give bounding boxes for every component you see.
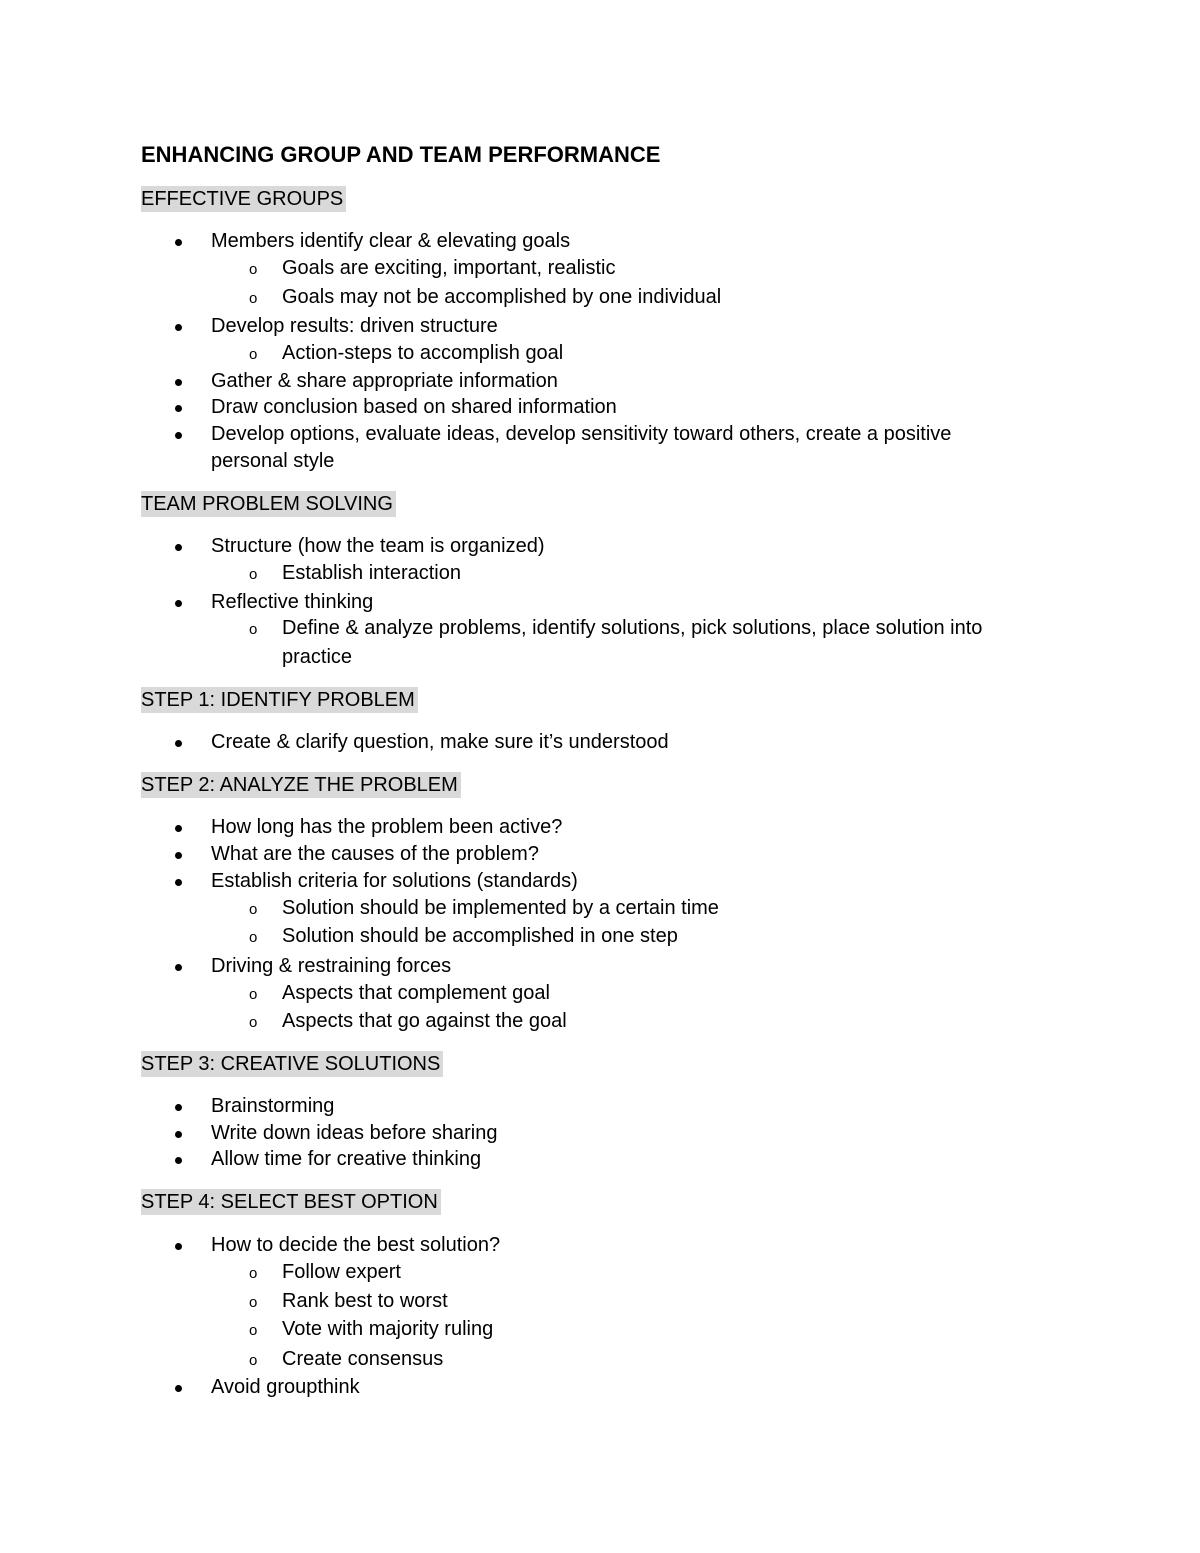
- sub-list-item: Define & analyze problems, identify solutions, pick solutions, place solution into: [282, 617, 983, 639]
- list-item: Brainstorming: [211, 1095, 335, 1117]
- bullet-icon: [175, 740, 182, 747]
- list-item: Draw conclusion based on shared information: [211, 396, 617, 418]
- sub-bullet-icon: o: [249, 901, 258, 918]
- bullet-icon: [175, 852, 182, 859]
- list-item: Write down ideas before sharing: [211, 1122, 498, 1144]
- list-item: How long has the problem been active?: [211, 816, 563, 838]
- sub-list-item: Solution should be implemented by a certain time: [282, 897, 719, 919]
- list-item: Driving & restraining forces: [211, 955, 452, 977]
- sub-bullet-icon: o: [249, 1322, 258, 1339]
- list-item: How to decide the best solution?: [211, 1234, 501, 1256]
- list-item: Structure (how the team is organized): [211, 535, 545, 557]
- sub-list-item: Rank best to worst: [282, 1290, 448, 1312]
- list-item: What are the causes of the problem?: [211, 843, 539, 865]
- sub-bullet-icon: o: [249, 1352, 258, 1369]
- bullet-icon: [175, 544, 182, 551]
- bullet-icon: [175, 405, 182, 412]
- list-item: Allow time for creative thinking: [211, 1148, 482, 1170]
- section-heading: STEP 2: ANALYZE THE PROBLEM: [141, 772, 461, 798]
- sub-list-item: Solution should be accomplished in one step: [282, 925, 678, 947]
- section-heading: STEP 1: IDENTIFY PROBLEM: [141, 687, 418, 713]
- page-title: ENHANCING GROUP AND TEAM PERFORMANCE: [141, 142, 661, 167]
- sub-bullet-icon: o: [249, 346, 258, 363]
- sub-list-item: Aspects that complement goal: [282, 982, 550, 1004]
- sub-bullet-icon: o: [249, 621, 258, 638]
- list-item: Gather & share appropriate information: [211, 370, 558, 392]
- sub-bullet-icon: o: [249, 1294, 258, 1311]
- bullet-icon: [175, 1385, 182, 1392]
- sub-list-item: Follow expert: [282, 1261, 401, 1283]
- section-heading: STEP 3: CREATIVE SOLUTIONS: [141, 1051, 443, 1077]
- sub-bullet-icon: o: [249, 1265, 258, 1282]
- list-item: Create & clarify question, make sure it’s understood: [211, 731, 669, 753]
- sub-list-item: Goals may not be accomplished by one individual: [282, 286, 722, 308]
- list-item: Develop options, evaluate ideas, develop sensitivity toward others, create a positive: [211, 423, 952, 445]
- bullet-icon: [175, 825, 182, 832]
- section-heading: TEAM PROBLEM SOLVING: [141, 491, 396, 517]
- bullet-icon: [175, 600, 182, 607]
- list-item: Members identify clear & elevating goals: [211, 230, 571, 252]
- bullet-icon: [175, 379, 182, 386]
- bullet-icon: [175, 324, 182, 331]
- list-item: Establish criteria for solutions (standards): [211, 870, 578, 892]
- list-item: Reflective thinking: [211, 591, 374, 613]
- sub-bullet-icon: o: [249, 261, 258, 278]
- bullet-icon: [175, 1157, 182, 1164]
- sub-bullet-icon: o: [249, 566, 258, 583]
- list-item-continuation: personal style: [211, 450, 335, 472]
- section-heading: STEP 4: SELECT BEST OPTION: [141, 1189, 441, 1215]
- sub-list-item: Create consensus: [282, 1348, 444, 1370]
- sub-list-item: Vote with majority ruling: [282, 1318, 494, 1340]
- section-heading: EFFECTIVE GROUPS: [141, 186, 346, 212]
- bullet-icon: [175, 432, 182, 439]
- bullet-icon: [175, 879, 182, 886]
- bullet-icon: [175, 239, 182, 246]
- list-item: Avoid groupthink: [211, 1376, 360, 1398]
- list-item: Develop results: driven structure: [211, 315, 498, 337]
- bullet-icon: [175, 1104, 182, 1111]
- sub-list-item: Action-steps to accomplish goal: [282, 342, 564, 364]
- sub-list-item: Aspects that go against the goal: [282, 1010, 567, 1032]
- bullet-icon: [175, 964, 182, 971]
- sub-bullet-icon: o: [249, 986, 258, 1003]
- sub-bullet-icon: o: [249, 1014, 258, 1031]
- sub-bullet-icon: o: [249, 929, 258, 946]
- sub-list-item-continuation: practice: [282, 646, 353, 668]
- bullet-icon: [175, 1243, 182, 1250]
- sub-list-item: Goals are exciting, important, realistic: [282, 257, 616, 279]
- sub-list-item: Establish interaction: [282, 562, 461, 584]
- bullet-icon: [175, 1131, 182, 1138]
- sub-bullet-icon: o: [249, 290, 258, 307]
